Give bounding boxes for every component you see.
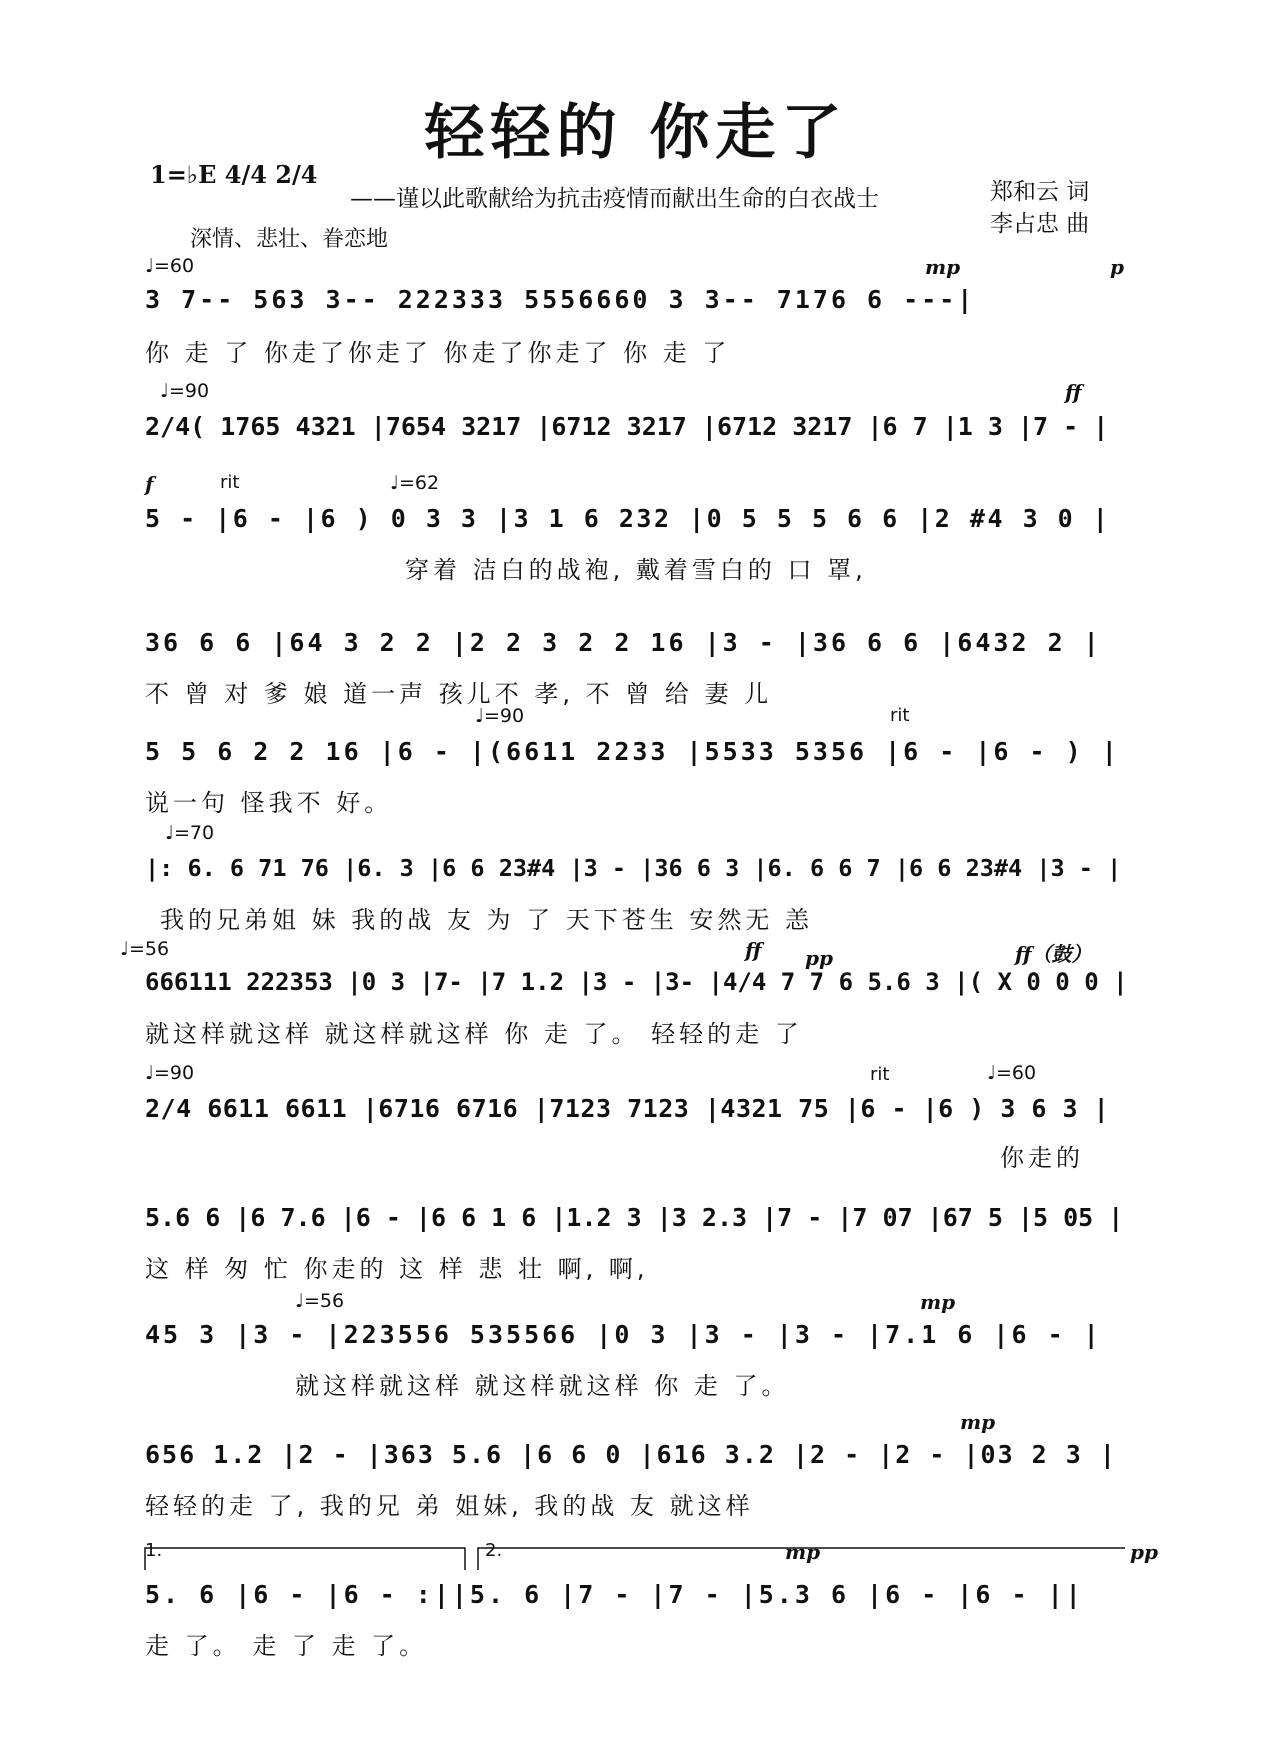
tempo-marking: ♩=90	[145, 1062, 195, 1084]
lyric-line: 不 曾 对 爹 娘 道一声 孩儿不 孝, 不 曾 给 妻 儿	[145, 680, 773, 708]
second-ending-mark: 2.	[485, 1540, 503, 1561]
score-system	[120, 938, 1130, 1048]
credits	[990, 176, 1089, 240]
lyric-line: 轻轻的走 了, 我的兄 弟 姐妹, 我的战 友 就这样	[145, 1492, 754, 1520]
first-ending-mark: 1.	[145, 1540, 163, 1561]
lyric-line: 就这样就这样 就这样就这样 你 走 了。	[295, 1372, 790, 1400]
notation-line: 666111 222353 |0 3 |7- |7 1.2 |3 - |3- |4/4 7 7 6 5.6 3 |( X 0 0 0 |	[145, 968, 1128, 996]
lyric-line: 我的兄弟姐 妹 我的战 友 为 了 天下苍生 安然无 恙	[160, 906, 814, 934]
dynamic-mark: f	[145, 472, 154, 496]
dynamic-mark: mp	[960, 1410, 996, 1434]
lyric-line: 你 走 了 你走了你走了 你走了你走了 你 走 了	[145, 339, 731, 367]
score-system	[145, 380, 1130, 450]
score-system	[145, 1290, 1130, 1400]
ritardando-mark: rit	[870, 1064, 890, 1085]
notation-line: 5 5 6 2 2 16 |6 - |(6611 2233 |5533 5356 |6 - |6 - ) |	[145, 737, 1120, 766]
dynamic-mark: ff	[745, 938, 762, 962]
notation-line: 5 - |6 - |6 ) 0 3 3 |3 1 6 232 |0 5 5 5 6 6 |2 #4 3 0 |	[145, 504, 1111, 533]
notation-line: 5.6 6 |6 7.6 |6 - |6 6 1 6 |1.2 3 |3 2.3 |7 - |7 07 |67 5 |5 05 |	[145, 1203, 1124, 1232]
tempo-marking: ♩=62	[390, 472, 440, 494]
score-system	[145, 1175, 1130, 1283]
ritardando-mark: rit	[220, 472, 240, 493]
song-title: 轻轻的 你走了	[424, 98, 848, 168]
dynamic-mark: pp	[805, 946, 833, 970]
notation-line: 5. 6 |6 - |6 - :||5. 6 |7 - |7 - |5.3 6 |6 - |6 - ||	[145, 1580, 1084, 1609]
dynamic-mark: ff	[1065, 380, 1082, 404]
lyric-line: 穿着 洁白的战袍, 戴着雪白的 口 罩,	[405, 556, 867, 584]
dynamic-mark: mp	[925, 255, 961, 279]
notation-line: |: 6. 6 71 76 |6. 3 |6 6 23#4 |3 - |36 6 3 |6. 6 6 7 |6 6 23#4 |3 - |	[145, 854, 1122, 882]
dynamic-mark: mp	[920, 1290, 956, 1314]
dynamic-mark: p	[1110, 255, 1124, 279]
score-system	[145, 822, 1130, 934]
notation-line: 3 7-- 563 3-- 222333 5556660 3 3-- 7176 6 ---|	[145, 285, 976, 314]
notation-line: 2/4 6611 6611 |6716 6716 |7123 7123 |4321 75 |6 - |6 ) 3 6 3 |	[145, 1094, 1110, 1123]
score-system	[145, 255, 1130, 367]
dynamic-mark: ff（鼓）	[1015, 942, 1092, 966]
lyric-line: 说一句 怪我不 好。	[145, 789, 393, 817]
lyric-line: 就这样就这样 就这样就这样 你 走 了。 轻轻的走 了	[145, 1020, 803, 1048]
notation-line: 36 6 6 |64 3 2 2 |2 2 3 2 2 16 |3 - |36 6 6 |6432 2 |	[145, 628, 1102, 657]
tempo-marking: ♩=60	[145, 255, 195, 277]
lyric-line: 你走的	[1000, 1144, 1084, 1172]
score-system	[145, 705, 1130, 817]
tempo-marking: ♩=60	[987, 1062, 1037, 1084]
score-system	[145, 1410, 1130, 1520]
dynamic-mark: mp	[785, 1540, 821, 1564]
notation-line: 656 1.2 |2 - |363 5.6 |6 6 0 |616 3.2 |2 - |2 - |03 2 3 |	[145, 1440, 1117, 1469]
score-system	[145, 1540, 1158, 1660]
key-signature: 1=♭E 4/4 2/4	[150, 160, 318, 189]
notation-line: 2/4( 1765 4321 |7654 3217 |6712 3217 |6712 3217 |6 7 |1 3 |7 - |	[145, 412, 1109, 441]
tempo-marking: ♩=56	[120, 938, 170, 960]
tempo-marking: ♩=70	[165, 822, 215, 844]
expression-marking: 深情、悲壮、眷恋地	[190, 227, 389, 252]
ritardando-mark: rit	[890, 705, 910, 726]
lyricist: 郑和云 词	[990, 179, 1090, 205]
dynamic-mark: pp	[1130, 1540, 1158, 1564]
tempo-marking: ♩=90	[475, 705, 525, 727]
tempo-marking: ♩=90	[160, 380, 210, 402]
dedication: ——谨以此歌献给为抗击疫情而献出生命的白衣战士	[350, 186, 879, 212]
score-system	[145, 1062, 1130, 1172]
score-system	[145, 600, 1130, 708]
notation-line: 45 3 |3 - |223556 535566 |0 3 |3 - |3 - |7.1 6 |6 - |	[145, 1320, 1102, 1349]
tempo-marking: ♩=56	[295, 1290, 345, 1312]
lyric-line: 这 样 匆 忙 你走的 这 样 悲 壮 啊, 啊,	[145, 1255, 649, 1283]
composer: 李占忠 曲	[990, 211, 1090, 237]
score-system	[145, 472, 1130, 584]
lyric-line: 走 了。 走 了 走 了。	[145, 1632, 428, 1660]
